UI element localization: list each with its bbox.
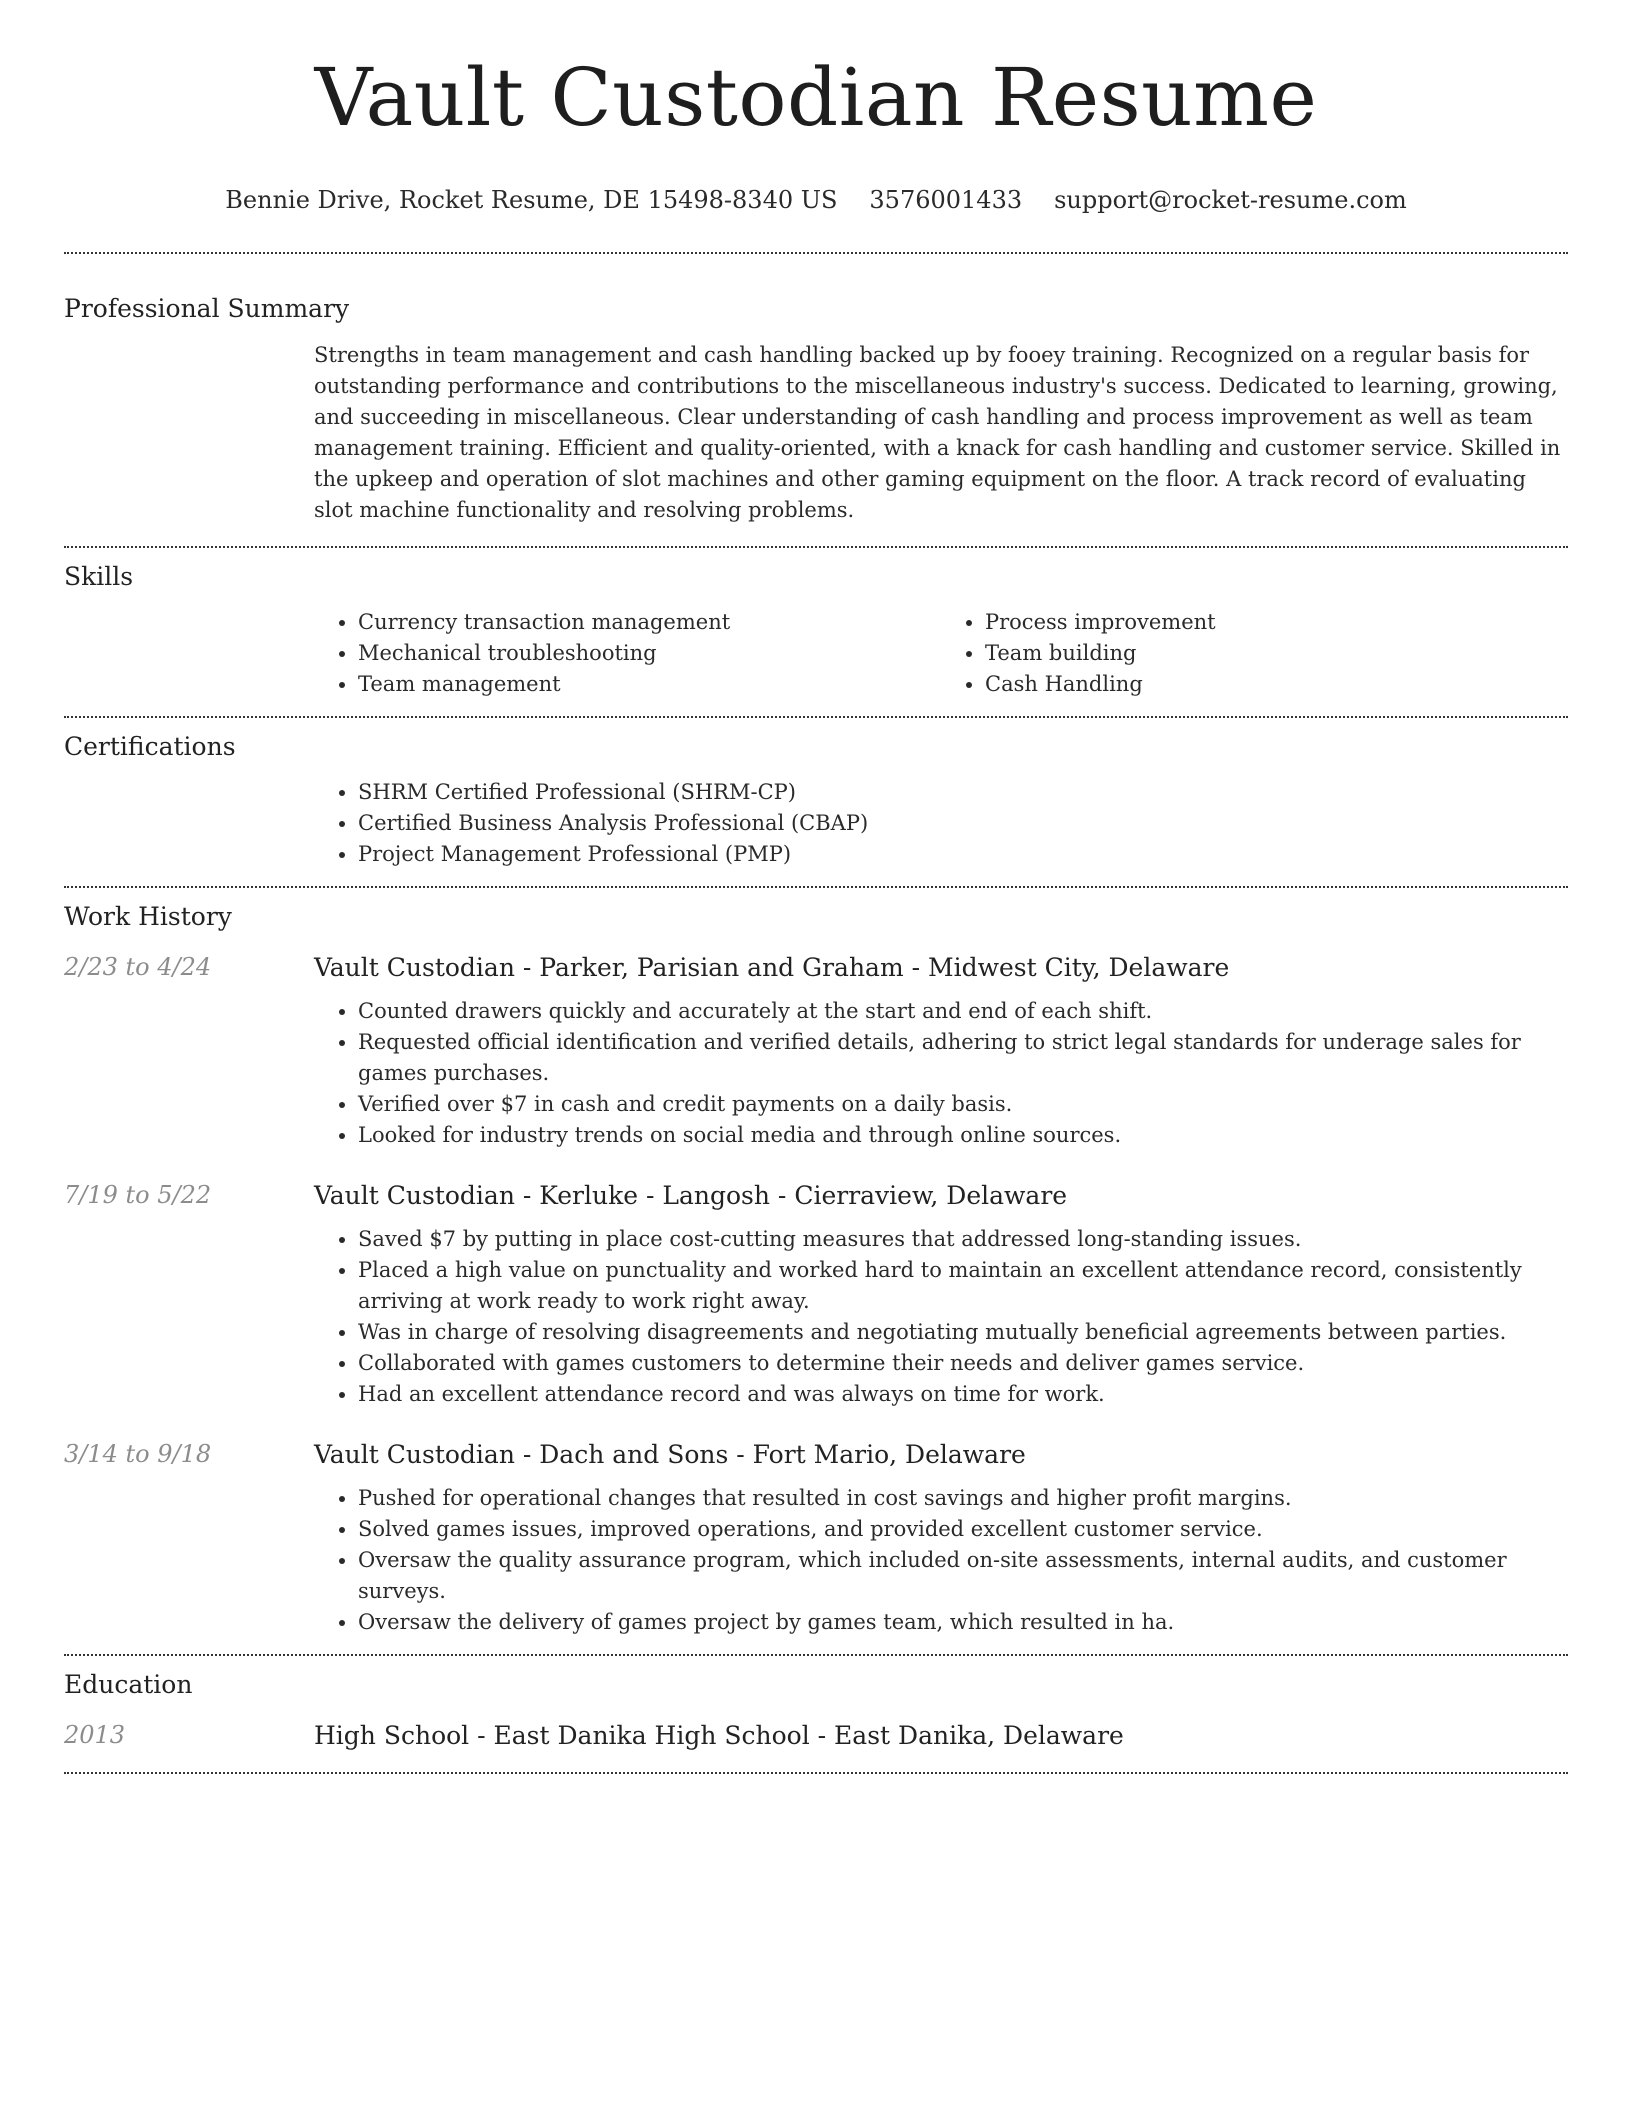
divider bbox=[64, 716, 1568, 718]
summary-heading: Professional Summary bbox=[64, 294, 350, 323]
list-item: • Oversaw the delivery of games project by games team, which resulted in ha. bbox=[358, 1607, 1568, 1638]
certifications-list bbox=[314, 777, 1568, 870]
skills-section bbox=[64, 607, 1568, 700]
phone: 3576001433 bbox=[869, 186, 1023, 214]
divider bbox=[64, 886, 1568, 888]
education-heading: Education bbox=[64, 1670, 193, 1699]
work-heading: Work History bbox=[64, 902, 232, 931]
education-year: 2013 bbox=[64, 1721, 126, 1749]
job-dates: 2/23 to 4/24 bbox=[64, 953, 212, 981]
job-entry bbox=[64, 953, 1568, 1151]
list-item: • Mechanical troubleshooting bbox=[358, 638, 941, 669]
job-title: Vault Custodian - Kerluke - Langosh - Cierraview, Delaware bbox=[314, 1181, 1068, 1210]
skills-heading: Skills bbox=[64, 562, 134, 591]
education-entry bbox=[64, 1721, 1568, 1750]
list-item: • Verified over $7 in cash and credit payments on a daily basis. bbox=[358, 1089, 1568, 1120]
list-item: • Currency transaction management bbox=[358, 607, 941, 638]
list-item: • Had an excellent attendance record and was always on time for work. bbox=[358, 1379, 1568, 1410]
divider bbox=[64, 1772, 1568, 1774]
list-item: • Requested official identification and verified details, adhering to strict legal standards for underage sales for games purchases. bbox=[358, 1027, 1568, 1089]
job-bullets bbox=[314, 996, 1568, 1151]
list-item: • Saved $7 by putting in place cost-cutting measures that addressed long-standing issues. bbox=[358, 1224, 1568, 1255]
list-item: • Team building bbox=[985, 638, 1568, 669]
list-item: • Project Management Professional (PMP) bbox=[358, 839, 1568, 870]
job-dates: 3/14 to 9/18 bbox=[64, 1440, 212, 1468]
skills-list-right bbox=[941, 607, 1568, 700]
summary-section bbox=[64, 340, 1568, 526]
education-title: High School - East Danika High School - East Danika, Delaware bbox=[314, 1721, 1124, 1750]
list-item: • Certified Business Analysis Professional (CBAP) bbox=[358, 808, 1568, 839]
divider bbox=[64, 1654, 1568, 1656]
job-bullets bbox=[314, 1224, 1568, 1410]
job-entry bbox=[64, 1440, 1568, 1638]
job-dates: 7/19 to 5/22 bbox=[64, 1181, 212, 1209]
certifications-heading: Certifications bbox=[64, 732, 236, 761]
summary-text: Strengths in team management and cash handling backed up by fooey training. Recognized on a regular basis for outstanding performance and contributions to the miscellaneous industry's success. Dedicated to learning, growing, and succeeding in miscellaneous. Clear understanding of cash handling and process improvement as well as team management training. Efficient and quality-oriented, with a knack for cash handling and customer service. Skilled in the upkeep and operation of slot machines and other gaming equipment on the floor. A track record of evaluating slot machine functionality and resolving problems. bbox=[314, 343, 1561, 522]
job-bullets bbox=[314, 1483, 1568, 1638]
list-item: • Was in charge of resolving disagreements and negotiating mutually beneficial agreements between parties. bbox=[358, 1317, 1568, 1348]
list-item: • Collaborated with games customers to determine their needs and deliver games service. bbox=[358, 1348, 1568, 1379]
job-title: Vault Custodian - Parker, Parisian and Graham - Midwest City, Delaware bbox=[314, 953, 1230, 982]
certifications-section bbox=[64, 777, 1568, 870]
list-item: • Solved games issues, improved operations, and provided excellent customer service. bbox=[358, 1514, 1568, 1545]
list-item: • Counted drawers quickly and accurately at the start and end of each shift. bbox=[358, 996, 1568, 1027]
list-item: • SHRM Certified Professional (SHRM-CP) bbox=[358, 777, 1568, 808]
list-item: • Looked for industry trends on social media and through online sources. bbox=[358, 1120, 1568, 1151]
list-item: • Oversaw the quality assurance program, which included on-site assessments, internal audits, and customer surveys. bbox=[358, 1545, 1568, 1607]
divider bbox=[64, 252, 1568, 254]
address: Bennie Drive, Rocket Resume, DE 15498-8340 US bbox=[225, 186, 838, 214]
list-item: • Pushed for operational changes that resulted in cost savings and higher profit margins. bbox=[358, 1483, 1568, 1514]
skills-list-left bbox=[314, 607, 941, 700]
email: support@rocket-resume.com bbox=[1054, 186, 1407, 214]
resume-page bbox=[64, 0, 1568, 1774]
contact-line bbox=[64, 186, 1568, 214]
list-item: • Placed a high value on punctuality and worked hard to maintain an excellent attendance record, consistently arriving at work ready to work right away. bbox=[358, 1255, 1568, 1317]
divider bbox=[64, 546, 1568, 548]
list-item: • Cash Handling bbox=[985, 669, 1568, 700]
resume-title: Vault Custodian Resume bbox=[314, 51, 1318, 144]
list-item: • Team management bbox=[358, 669, 941, 700]
job-entry bbox=[64, 1181, 1568, 1410]
list-item: • Process improvement bbox=[985, 607, 1568, 638]
job-title: Vault Custodian - Dach and Sons - Fort Mario, Delaware bbox=[314, 1440, 1026, 1469]
